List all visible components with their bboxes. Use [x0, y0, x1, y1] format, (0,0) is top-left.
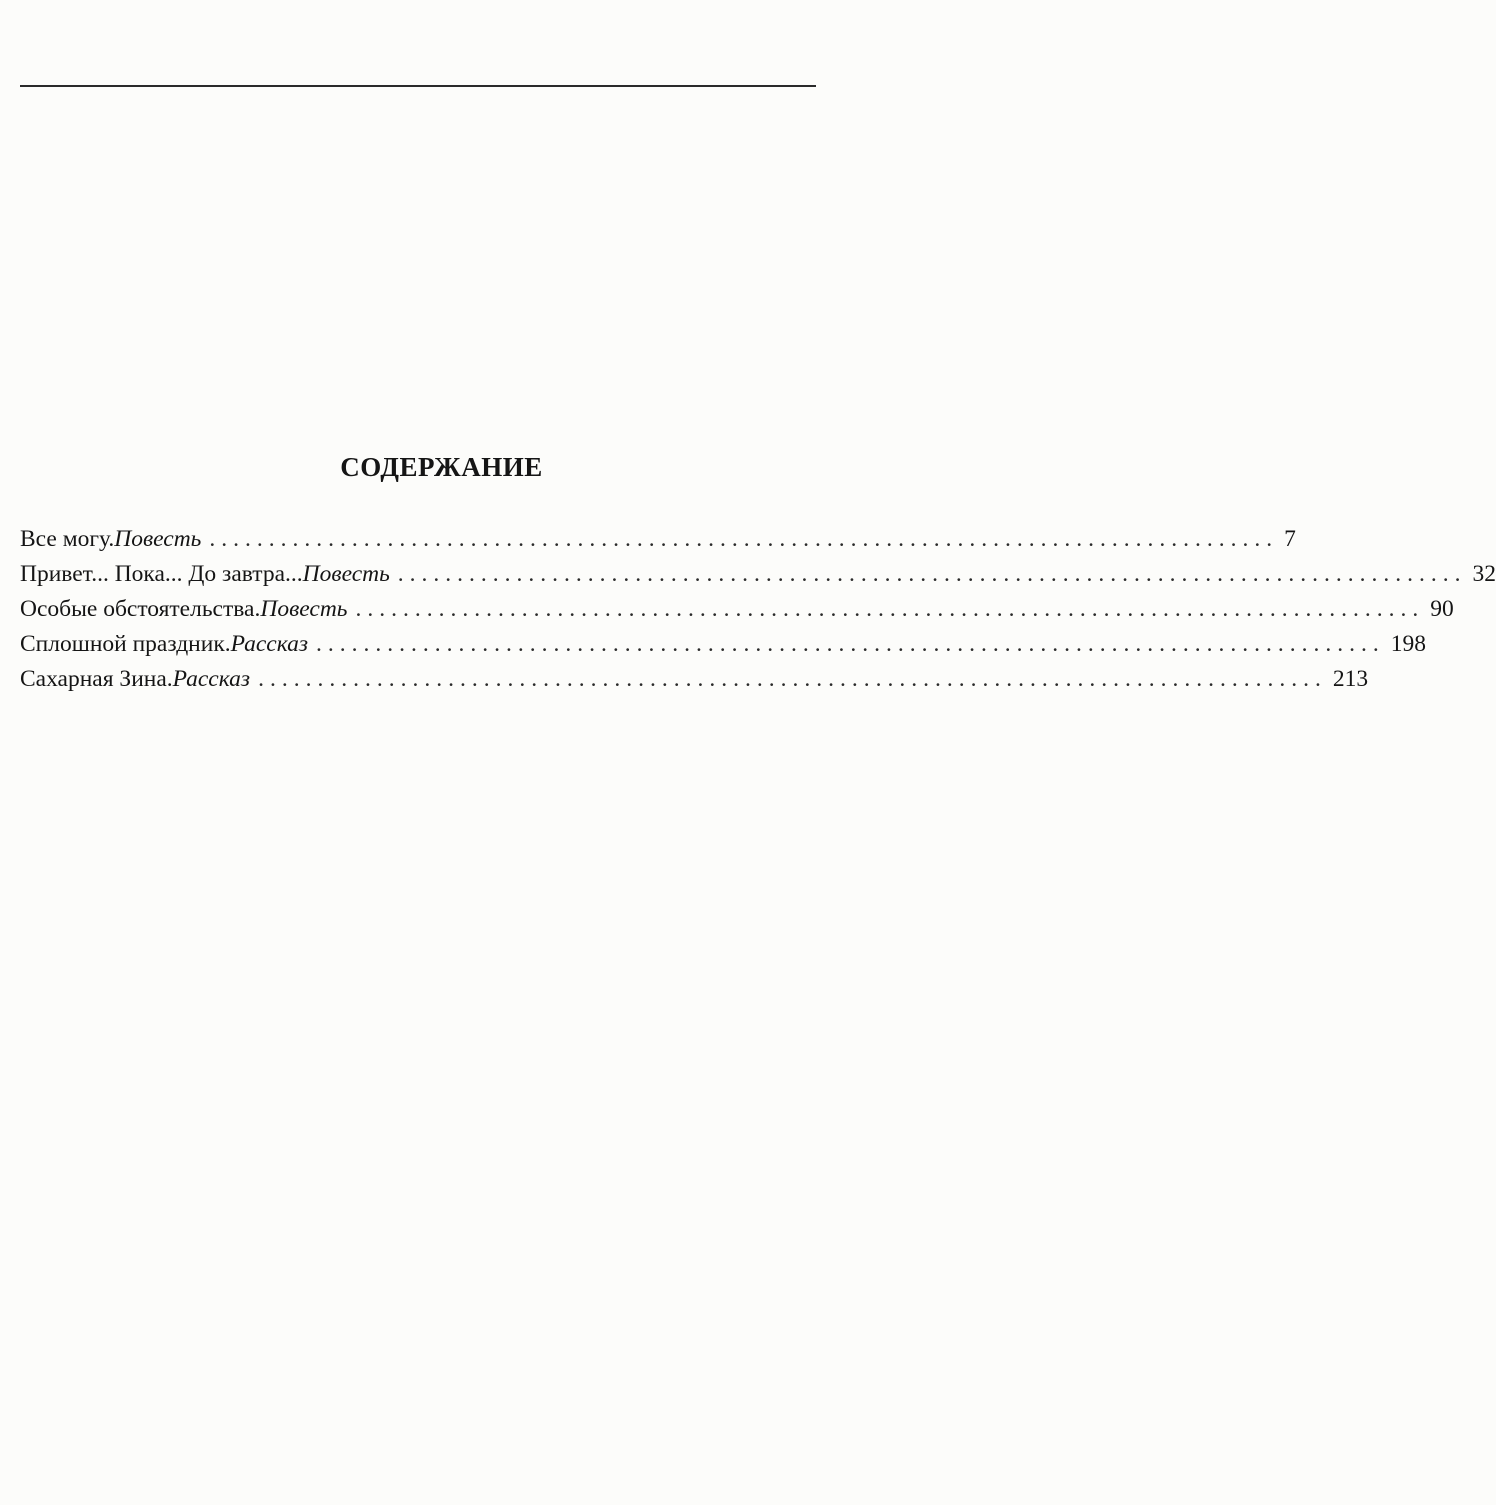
- header-rule: [20, 85, 816, 87]
- entry-title: Особые обстоятельства.: [20, 596, 261, 622]
- toc-entry: [20, 592, 1454, 627]
- entry-genre: Рассказ: [230, 631, 309, 657]
- dot-leader: ..........................................................................................: [397, 561, 1467, 587]
- page-number: 32: [1472, 561, 1496, 587]
- toc-entry: [20, 557, 1496, 592]
- entry-genre: Повесть: [302, 561, 390, 587]
- entry-genre: Повесть: [114, 526, 202, 552]
- dot-leader: ..........................................................................................: [316, 631, 1385, 657]
- toc-heading: СОДЕРЖАНИЕ: [340, 452, 543, 482]
- dot-leader: ..........................................................................................: [355, 596, 1425, 622]
- entry-title: Сахарная Зина.: [20, 666, 173, 692]
- dot-leader: ..........................................................................................: [209, 526, 1279, 552]
- toc-entry: [20, 662, 1369, 697]
- entry-genre: Рассказ: [172, 666, 251, 692]
- table-of-contents: [20, 522, 1496, 697]
- page-number: 7: [1284, 526, 1296, 552]
- toc-entry: [20, 522, 1296, 557]
- entry-title: Все могу.: [20, 526, 115, 552]
- entry-title: Привет... Пока... До завтра...: [20, 561, 303, 587]
- page-number: 213: [1332, 666, 1369, 692]
- toc-entry: [20, 627, 1427, 662]
- entry-genre: Повесть: [260, 596, 348, 622]
- page-number: 90: [1430, 596, 1454, 622]
- entry-title: Сплошной праздник.: [20, 631, 231, 657]
- page-number: 198: [1390, 631, 1427, 657]
- dot-leader: ..........................................................................................: [258, 666, 1327, 692]
